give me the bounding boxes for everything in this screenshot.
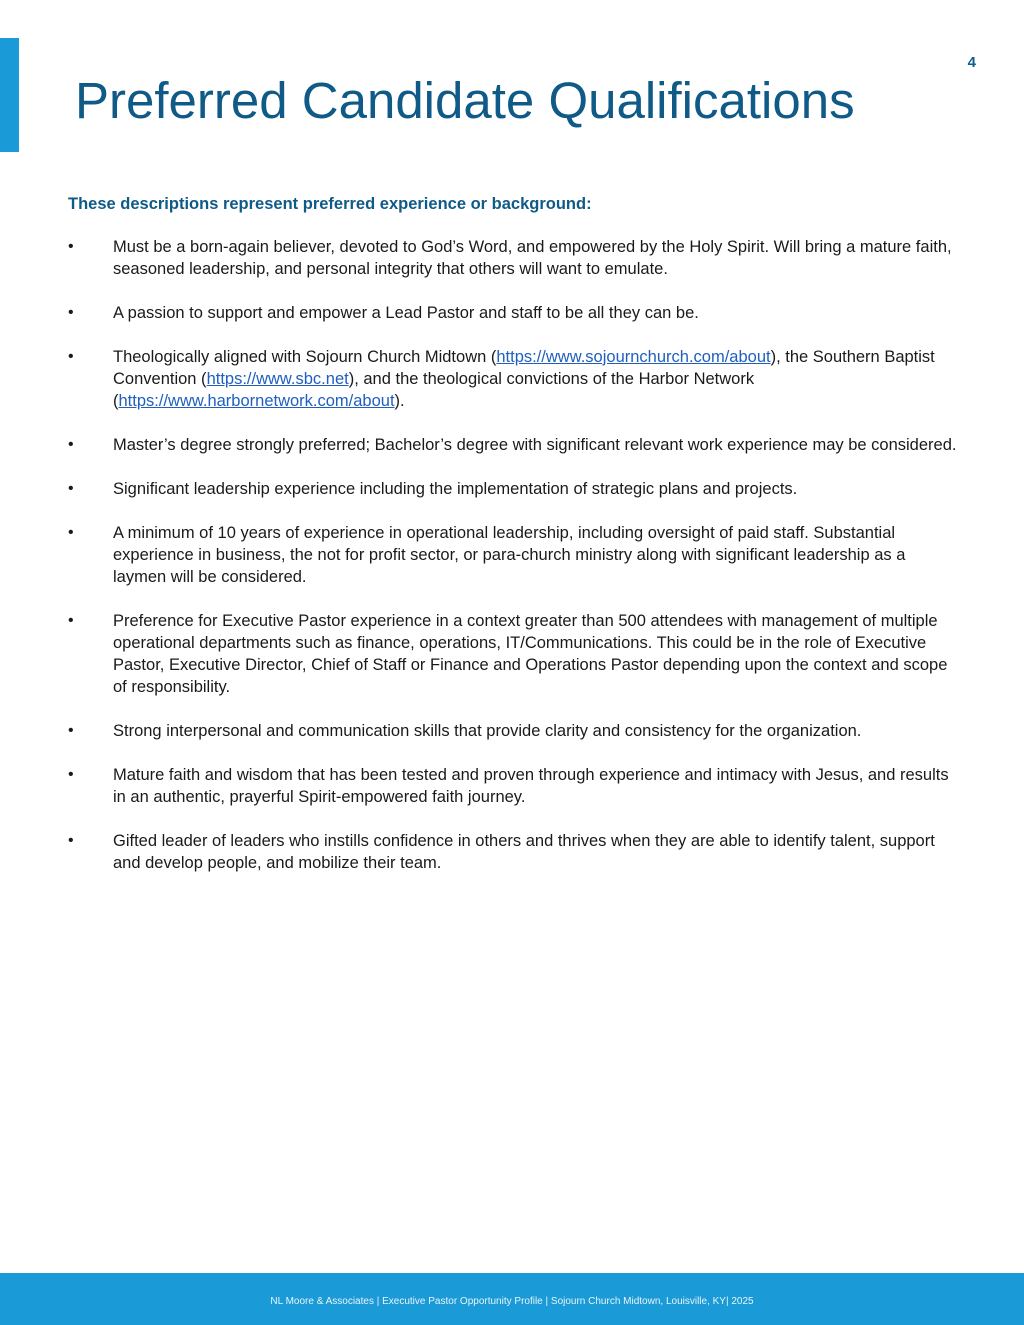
- bullet-icon: •: [68, 238, 74, 255]
- bullet-icon: •: [68, 436, 74, 453]
- bullet-icon: •: [68, 612, 74, 629]
- text-segment: ), the Southern Baptist Convention (: [113, 348, 935, 388]
- list-item-text: Master’s degree strongly preferred; Bachelor’s degree with significant relevant work experience may be considered.: [113, 436, 957, 454]
- list-item: [68, 610, 960, 698]
- page-number: 4: [967, 54, 976, 71]
- list-item: [68, 830, 960, 874]
- text-segment: Theologically aligned with Sojourn Church Midtown (: [113, 348, 497, 366]
- footer-text: NL Moore & Associates | Executive Pastor Opportunity Profile | Sojourn Church Midtown, Louisville, KY| 2025: [270, 1296, 754, 1307]
- list-item-text: Strong interpersonal and communication skills that provide clarity and consistency for the organization.: [113, 722, 862, 740]
- bullet-icon: •: [68, 766, 74, 783]
- bullet-icon: •: [68, 480, 74, 497]
- bullet-icon: •: [68, 832, 74, 849]
- intro-heading: These descriptions represent preferred experience or background:: [68, 195, 592, 213]
- bullet-icon: •: [68, 722, 74, 739]
- footer-bar: [0, 1273, 1024, 1325]
- list-item-text: Significant leadership experience including the implementation of strategic plans and projects.: [113, 480, 798, 498]
- list-item-text: Mature faith and wisdom that has been tested and proven through experience and intimacy with Jesus, and results in an authentic, prayerful Spirit-empowered faith journey.: [113, 766, 949, 806]
- bullet-icon: •: [68, 348, 74, 365]
- list-item: [68, 434, 960, 456]
- sbc-link[interactable]: https://www.sbc.net: [206, 370, 349, 388]
- qualifications-list: [68, 236, 960, 896]
- sojourn-about-link[interactable]: https://www.sojournchurch.com/about: [496, 348, 771, 366]
- list-item: [68, 764, 960, 808]
- list-item: [68, 236, 960, 280]
- list-item-text: A minimum of 10 years of experience in operational leadership, including oversight of paid staff. Substantial experience in business, the not for profit sector, or para-church ministry along with significant leadership as a laymen will be considered.: [113, 524, 906, 586]
- list-item-text: Preference for Executive Pastor experience in a context greater than 500 attendees with management of multiple operational departments such as finance, operations, IT/Communications. This could be in the role of Executive Pastor, Executive Director, Chief of Staff or Finance and Operations Pastor depending upon the context and scope of responsibility.: [113, 612, 948, 696]
- list-item-text: A passion to support and empower a Lead Pastor and staff to be all they can be.: [113, 304, 699, 322]
- header-accent-bar: [0, 38, 19, 152]
- page-title: Preferred Candidate Qualifications: [75, 72, 855, 129]
- harbor-network-link[interactable]: https://www.harbornetwork.com/about: [118, 392, 395, 410]
- text-segment: ), and the theological convictions of the Harbor Network (: [113, 370, 755, 410]
- text-segment: ).: [394, 392, 405, 410]
- bullet-icon: •: [68, 524, 74, 541]
- list-item-text: Must be a born-again believer, devoted to God’s Word, and empowered by the Holy Spirit. Will bring a mature faith, seasoned leadership, and personal integrity that others will want to emulate.: [113, 238, 952, 278]
- list-item: [68, 478, 960, 500]
- list-item: [68, 720, 960, 742]
- bullet-icon: •: [68, 304, 74, 321]
- list-item-text: [113, 348, 935, 410]
- list-item: [68, 302, 960, 324]
- list-item: [68, 346, 960, 412]
- list-item: [68, 522, 960, 588]
- list-item-text: Gifted leader of leaders who instills confidence in others and thrives when they are able to identify talent, support and develop people, and mobilize their team.: [113, 832, 935, 872]
